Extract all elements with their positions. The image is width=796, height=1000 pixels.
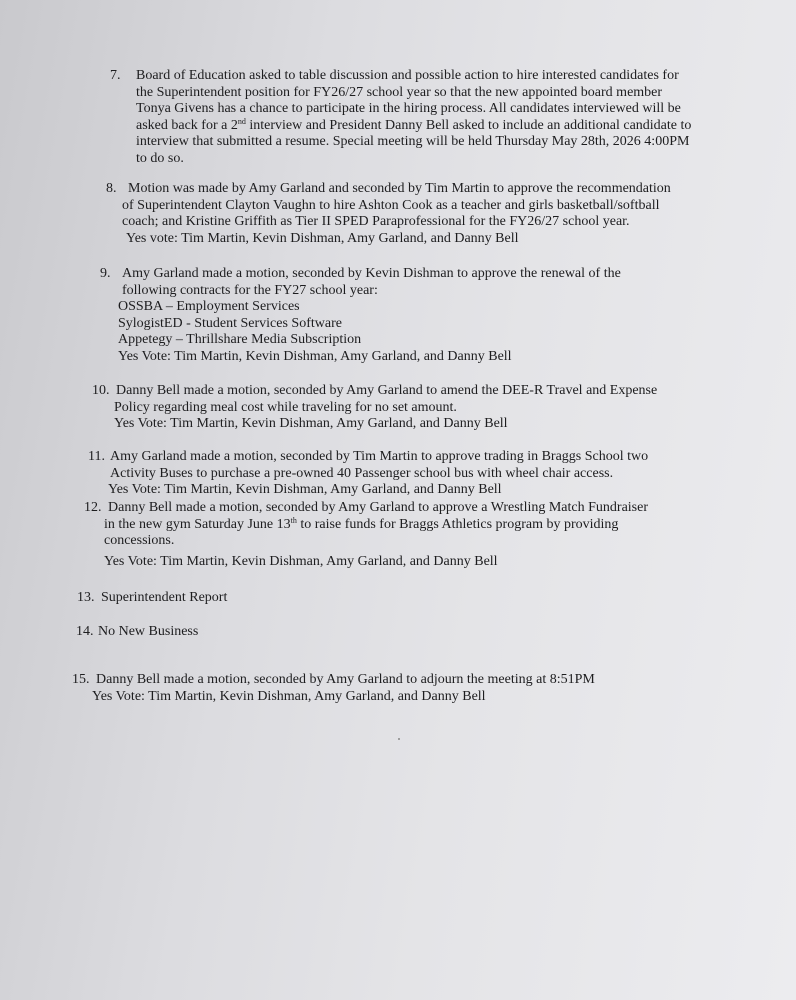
item-line: coach; and Kristine Griffith as Tier II SPED Paraprofessional for the FY26/27 school year.: [122, 214, 630, 229]
item-number: 9.: [100, 266, 111, 281]
item-line: Yes Vote: Tim Martin, Kevin Dishman, Amy Garland, and Danny Bell: [108, 482, 502, 497]
item-line: SylogistED - Student Services Software: [118, 315, 342, 331]
item-number: 10.: [92, 383, 110, 398]
item-number: 7.: [110, 68, 121, 83]
minutes-item-7: [110, 68, 691, 167]
item-line: to do so.: [136, 150, 184, 166]
item-line: Yes Vote: Tim Martin, Kevin Dishman, Amy Garland, and Danny Bell: [92, 688, 486, 704]
item-line: Tonya Givens has a chance to participate in the hiring process. All candidates interviewed will be: [136, 101, 681, 116]
item-line: in the new gym Saturday June 13th to raise funds for Braggs Athletics program by providing: [104, 515, 619, 532]
paper-speck: [398, 738, 400, 740]
item-line: OSSBA – Employment Services: [118, 299, 300, 314]
item-line: Board of Education asked to table discussion and possible action to hire interested candidates for: [136, 68, 679, 83]
item-number: 14.: [76, 624, 94, 639]
item-line: Yes vote: Tim Martin, Kevin Dishman, Amy Garland, and Danny Bell: [126, 230, 519, 246]
item-line: of Superintendent Clayton Vaughn to hire Ashton Cook as a teacher and girls basketball/softball: [122, 197, 660, 213]
item-line: following contracts for the FY27 school year:: [122, 282, 378, 298]
minutes-item-14: [76, 624, 198, 641]
item-line: Policy regarding meal cost while traveling for no set amount.: [114, 399, 457, 415]
item-line: interview that submitted a resume. Special meeting will be held Thursday May 28th, 2026 4:00PM: [136, 134, 690, 149]
minutes-item-12: [84, 500, 648, 570]
item-line: Danny Bell made a motion, seconded by Amy Garland to amend the DEE-R Travel and Expense: [116, 383, 658, 398]
item-line: the Superintendent position for FY26/27 school year so that the new appointed board member: [136, 84, 663, 100]
item-number: 15.: [72, 672, 90, 687]
item-number: 13.: [77, 590, 95, 605]
item-line: Danny Bell made a motion, seconded by Amy Garland to adjourn the meeting at 8:51PM: [96, 672, 595, 687]
item-number: 12.: [84, 500, 102, 515]
item-line: concessions.: [104, 533, 175, 548]
minutes-item-15: [72, 672, 595, 705]
item-line: Danny Bell made a motion, seconded by Amy Garland to approve a Wrestling Match Fundraiser: [108, 500, 648, 515]
item-line: Yes Vote: Tim Martin, Kevin Dishman, Amy Garland, and Danny Bell: [118, 348, 512, 364]
minutes-item-13: [77, 590, 227, 607]
item-line: Superintendent Report: [101, 590, 228, 605]
item-line: asked back for a 2nd interview and President Danny Bell asked to include an additional candidate to: [136, 116, 692, 133]
minutes-item-10: [92, 383, 657, 433]
item-number: 8.: [106, 181, 117, 196]
item-line: Activity Buses to purchase a pre-owned 40 Passenger school bus with wheel chair access.: [110, 465, 614, 481]
item-line: Yes Vote: Tim Martin, Kevin Dishman, Amy Garland, and Danny Bell: [104, 553, 498, 569]
minutes-item-8: [106, 181, 671, 247]
item-line: Amy Garland made a motion, seconded by Tim Martin to approve trading in Braggs School two: [110, 449, 649, 464]
item-line: No New Business: [98, 624, 199, 639]
item-line: Motion was made by Amy Garland and seconded by Tim Martin to approve the recommendation: [128, 181, 671, 196]
item-line: Amy Garland made a motion, seconded by Kevin Dishman to approve the renewal of the: [122, 266, 621, 281]
item-line: Appetegy – Thrillshare Media Subscription: [118, 332, 362, 347]
minutes-item-9: [100, 266, 621, 365]
minutes-item-11: [88, 449, 648, 499]
item-number: 11.: [88, 449, 105, 464]
item-line: Yes Vote: Tim Martin, Kevin Dishman, Amy Garland, and Danny Bell: [114, 416, 508, 431]
